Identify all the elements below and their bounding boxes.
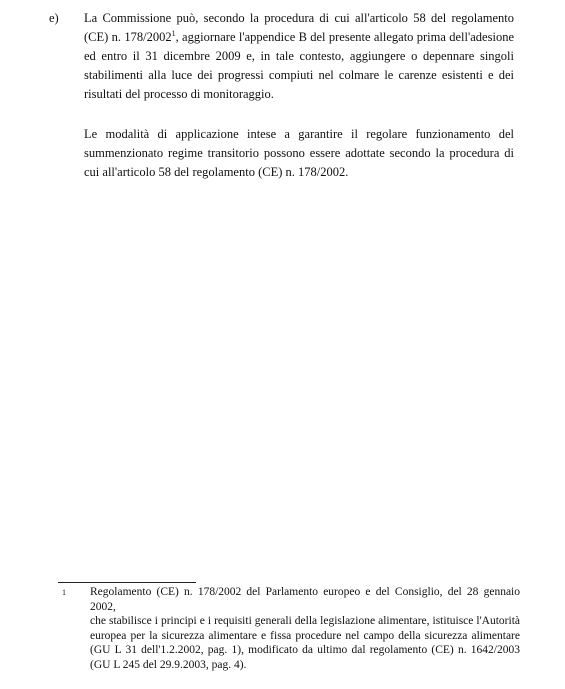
- footnote-line: (GU L 31 dell'1.2.2002, pag. 1), modificato da ultimo dal regolamento (CE) n. 1642/2003: [90, 644, 520, 656]
- footnote-line: (GU L 245 del 29.9.2003, pag. 4).: [90, 658, 247, 671]
- footnote-line: europea per la sicurezza alimentare e fissa procedure nel campo della sicurezza alimentare: [90, 629, 520, 642]
- footnote-reference[interactable]: 1: [171, 28, 176, 38]
- item-text-part-1: La Commissione può, secondo la procedura di cui all'articolo 58 del regolamento (CE) n. 178/2002: [84, 11, 514, 44]
- footnote-text: [90, 585, 520, 672]
- footnote-line: Regolamento (CE) n. 178/2002 del Parlamento europeo e del Consiglio, del 28 gennaio 2002,: [90, 586, 520, 613]
- footnote-separator: [58, 582, 196, 583]
- item-text-part-2: , aggiornare l'appendice B del presente allegato prima dell'adesione ed entro il 31 dicembre 2009 e, in tale contesto, aggiungere o depennare singoli stabilimenti alla luce dei progressi compiuti nel colmare le carenze esistenti e dei risultati del processo di monitoraggio.: [84, 30, 514, 101]
- body-paragraph: Le modalità di applicazione intese a garantire il regolare funzionamento del summenzionato regime transitorio possono essere adottate secondo la procedura di cui all'articolo 58 del regolamento (CE) n. 178/2002.: [84, 127, 514, 179]
- footnote-number: 1: [62, 588, 66, 597]
- list-item-label: e): [49, 11, 59, 25]
- list-item-text: [84, 9, 514, 104]
- footnote-line: che stabilisce i principi e i requisiti generali della legislazione alimentare, istituisce l'Autorità: [90, 615, 520, 627]
